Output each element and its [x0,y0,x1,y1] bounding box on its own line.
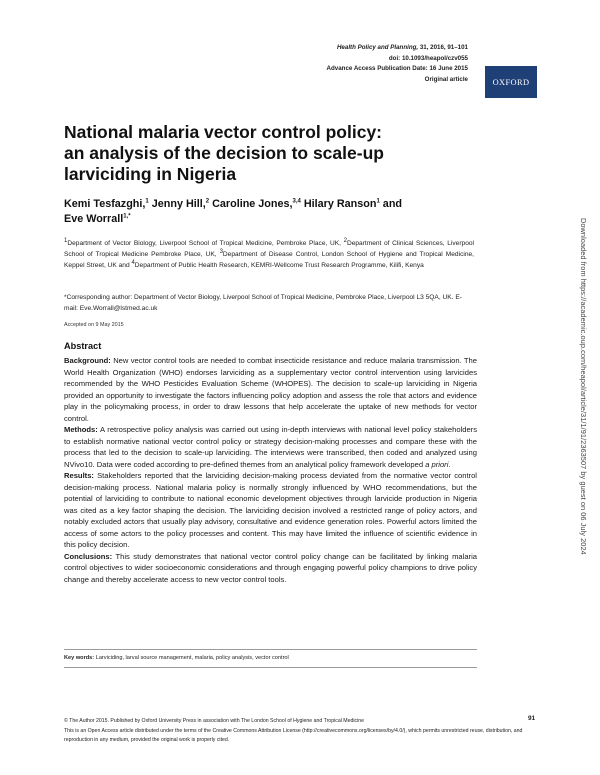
affiliation: Department of Vector Biology, Liverpool School of Tropical Medicine, Pembroke Place, UK, [67,240,344,247]
affiliations [64,238,474,272]
abstract-section-label: Conclusions: [64,551,113,561]
author-name: Hilary Ranson [303,198,377,210]
affiliation: Department of Clinical Sciences, Liverpool School of Tropical Medicine Pembroke Place, UK, [64,240,474,259]
page-number: 91 [528,715,536,722]
abstract-body [64,355,477,585]
abstract-background [64,355,477,424]
affiliation: Department of Disease Control, London School of Hygiene and Tropical Medicine, Keppel Street, UK and [64,251,474,270]
title-line-3: larviciding in Nigeria [64,164,237,184]
oxford-logo [485,66,537,98]
author-name: Eve Worrall [64,213,124,225]
citation-volume: 31, 2016, 91–101 [418,44,468,51]
abstract-results [64,470,477,551]
keywords-text: Larviciding, larval source management, malaria, policy analysis, vector control [94,655,289,661]
affiliation-mark: 3 [219,249,223,256]
affiliation-mark: 1 [64,237,68,244]
author-affiliation-mark: 3,4 [292,198,301,205]
author-affiliation-mark: 2 [205,198,210,205]
abstract-heading: Abstract [64,341,102,351]
abstract-section-text: A retrospective policy analysis was carried out using in-depth interviews with national level policy stakeholders to establish normative national vector control policy or strategy decision-making processes and compare these with the process that led to the decision to scale-up larviciding. The interviews were transcribed, then coded and analyzed using NVivo10. Data were coded according to pre-defined themes from an analytical policy framework developed [64,425,477,469]
abstract-section-text: . [448,459,451,469]
abstract-conclusions [64,551,477,586]
author-name: Kemi Tesfazghi, [64,198,146,210]
affiliation-mark: 4 [131,260,135,267]
license-notice: This is an Open Access article distributed under the terms of the Creative Commons Attribution License (http://creativecommons.org/licenses/by/4.0/), which permits unrestricted reuse, distribution, and reproduction in any medium, provided the original work is properly cited. [64,728,523,744]
author-name: Jenny Hill, [151,198,206,210]
oxford-logo-text: OXFORD [492,77,530,87]
author-list [64,197,494,227]
title-line-1: National malaria vector control policy: [64,122,382,142]
author-affiliation-mark: 1,* [123,213,131,220]
abstract-section-text: Stakeholders reported that the larviciding decision-making process deviated from the normative vector control decision-making process. National malaria policy is normally strongly influenced by WHO recommendations, but the potential of larviciding to contribute to national economic development objectives through larvicide production in Nigeria was cited as a key factor shaping the decision. The larviciding decision involved a restricted range of policy actors, and notably excluded actors that usually play advisory, consultative and evidence generation roles. Powerful actors limited the access of some actors to the policy processes and content. This may have limited the influence of scientific evidence in this policy decision. [64,471,477,549]
author-affiliation-mark: 1 [376,198,380,205]
keywords-label: Key words: [64,655,95,661]
abstract-methods [64,424,477,470]
accepted-date: Accepted on 9 May 2015 [64,322,124,328]
advance-access-date: Advance Access Publication Date: 16 June 2015 [326,65,468,72]
abstract-italic-term: a priori [425,459,449,469]
title-line-2: an analysis of the decision to scale-up [64,143,384,163]
doi[interactable]: doi: 10.1093/heapol/czv055 [388,54,468,62]
affiliation-mark: 2 [343,237,347,244]
abstract-section-text: New vector control tools are needed to combat insecticide resistance and reduce malaria transmission. The World Health Organization (WHO) endorses larviciding as a supplementary vector control intervention using larvicides recommended by the WHO Pesticides Evaluation Scheme (WHOPES). The decision to scale-up larviciding in Nigeria provided an opportunity to investigate the factors influencing policy adoption and assess the role that actors and evidence play in the policymaking process, in order to draw lessons that help accelerate the uptake of new methods for vector control. [64,356,477,423]
keywords-bottom-divider [64,667,477,668]
affiliation: Department of Public Health Research, KEMRI-Wellcome Trust Research Programme, Kilifi, Kenya [134,262,424,270]
journal-meta [327,43,468,85]
abstract-section-text: This study demonstrates that national vector control policy change can be facilitated by linking malaria control objectives to wider socioeconomic considerations and through engaging powerful policy champions to drive policy change and thereby accelerate access to new vector control tools. [64,551,477,584]
keywords-divider [64,649,477,650]
copyright-notice: © The Author 2015. Published by Oxford University Press in association with The London School of Hygiene and Tropical Medicine [64,718,365,724]
author-name: Caroline Jones, [212,198,293,210]
corresponding-author: *Corresponding author: Department of Vector Biology, Liverpool School of Tropical Medicine, Pembroke Place, Liverpool L3 5QA, UK. E-mail: Eve.Worrall@lstmed.ac.uk [64,294,462,313]
keywords [64,655,477,661]
journal-citation [327,43,468,54]
abstract-section-label: Background: [64,356,111,365]
journal-title: Health Policy and Planning, [336,44,419,51]
abstract-section-label: Results: [64,471,94,480]
author-affiliation-mark: 1 [145,198,149,205]
article-type: Original article [424,75,468,83]
download-stamp-text: Downloaded from https://academic.oup.com/heapol/article/31/1/91/2363507 by guest on 06 July 2024 [579,218,588,555]
author-separator: and [379,198,403,210]
download-stamp [578,218,590,608]
abstract-section-label: Methods: [64,425,98,434]
article-title [64,122,464,185]
